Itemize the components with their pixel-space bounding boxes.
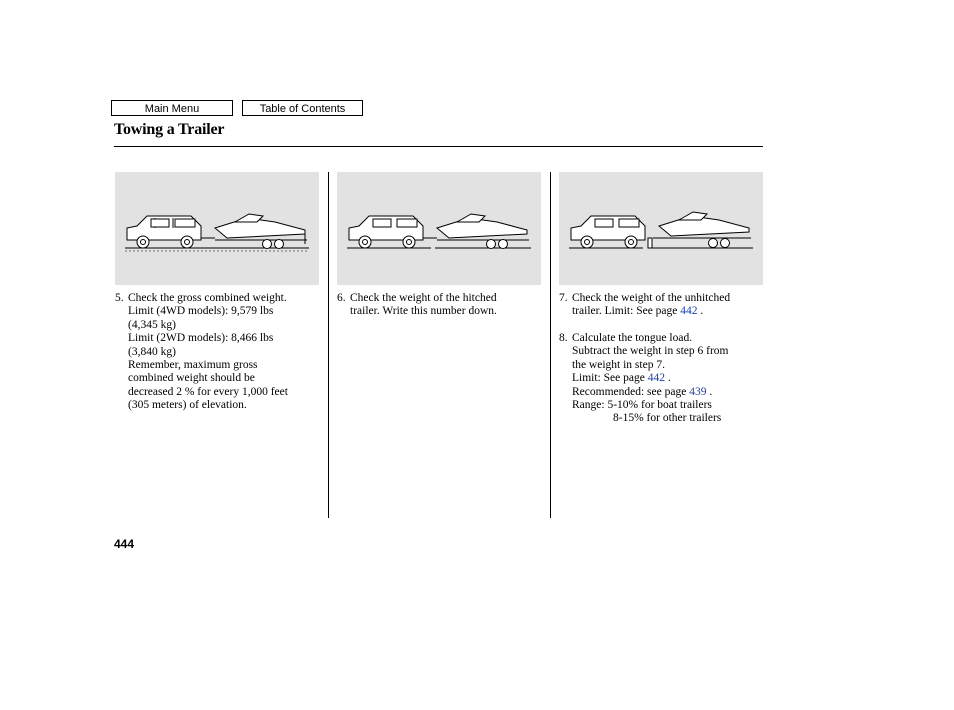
main-menu-button[interactable]: Main Menu xyxy=(111,100,233,116)
boat-trailer-icon xyxy=(653,212,751,248)
step-text: the weight in step 7. xyxy=(572,358,665,371)
step-text xyxy=(572,305,769,318)
step-text xyxy=(572,386,769,399)
step-8 xyxy=(559,332,769,426)
step-text: Limit (2WD models): 8,466 lbs xyxy=(128,332,274,345)
step-text-suffix: . xyxy=(697,305,704,318)
step-text: Remember, maximum gross xyxy=(128,359,258,372)
suv-icon xyxy=(571,216,645,248)
illustration-gross-combined-weight xyxy=(115,172,319,285)
page-439-link[interactable]: 439 xyxy=(689,385,707,398)
step-text: Check the weight of the unhitched xyxy=(572,292,731,304)
step-text-prefix: Limit: See page xyxy=(572,372,648,385)
step-number: 5. xyxy=(115,292,124,304)
step-text: 8-15% for other trailers xyxy=(613,412,722,425)
step-text: combined weight should be xyxy=(128,372,255,385)
title-divider xyxy=(114,146,763,147)
boat-trailer-icon xyxy=(437,214,529,249)
table-of-contents-button[interactable]: Table of Contents xyxy=(242,100,363,116)
page-number: 444 xyxy=(114,537,135,551)
step-text-prefix: trailer. Limit: See page xyxy=(572,305,681,318)
scale-ground-icon xyxy=(125,248,309,251)
step-text: Check the weight of the hitched xyxy=(350,292,497,304)
illustration-unhitched-trailer-weight xyxy=(559,172,763,285)
step-text: Check the gross combined weight. xyxy=(128,292,287,304)
step-text: (305 meters) of elevation. xyxy=(128,399,247,412)
column-divider xyxy=(328,172,329,518)
illustration-hitched-trailer-weight xyxy=(337,172,541,285)
page-title: Towing a Trailer xyxy=(114,121,225,138)
step-text: Range: 5-10% for boat trailers xyxy=(572,399,712,412)
column-divider xyxy=(550,172,551,518)
boat-trailer-icon xyxy=(215,214,307,249)
step-text: (3,840 kg) xyxy=(128,345,176,358)
step-number: 6. xyxy=(337,292,346,304)
step-6 xyxy=(337,292,547,319)
step-text-prefix: Recommended: see page xyxy=(572,385,690,398)
step-text-suffix: . xyxy=(706,385,713,398)
step-text: (4,345 kg) xyxy=(128,318,176,331)
step-text: Limit (4WD models): 9,579 lbs xyxy=(128,305,274,318)
step-text-suffix: . xyxy=(664,372,671,385)
suv-icon xyxy=(127,216,215,248)
step-5 xyxy=(115,292,327,413)
step-7 xyxy=(559,292,769,319)
step-text: Calculate the tongue load. xyxy=(572,332,693,344)
step-number: 7. xyxy=(559,292,568,304)
suv-icon xyxy=(349,216,437,248)
step-text: decreased 2 % for every 1,000 feet xyxy=(128,385,288,398)
step-text: trailer. Write this number down. xyxy=(350,305,497,318)
step-text: Subtract the weight in step 6 from xyxy=(572,345,729,358)
page-442-link[interactable]: 442 xyxy=(647,372,665,385)
page-442-link[interactable]: 442 xyxy=(680,305,698,318)
step-text xyxy=(572,372,769,385)
step-number: 8. xyxy=(559,332,568,344)
